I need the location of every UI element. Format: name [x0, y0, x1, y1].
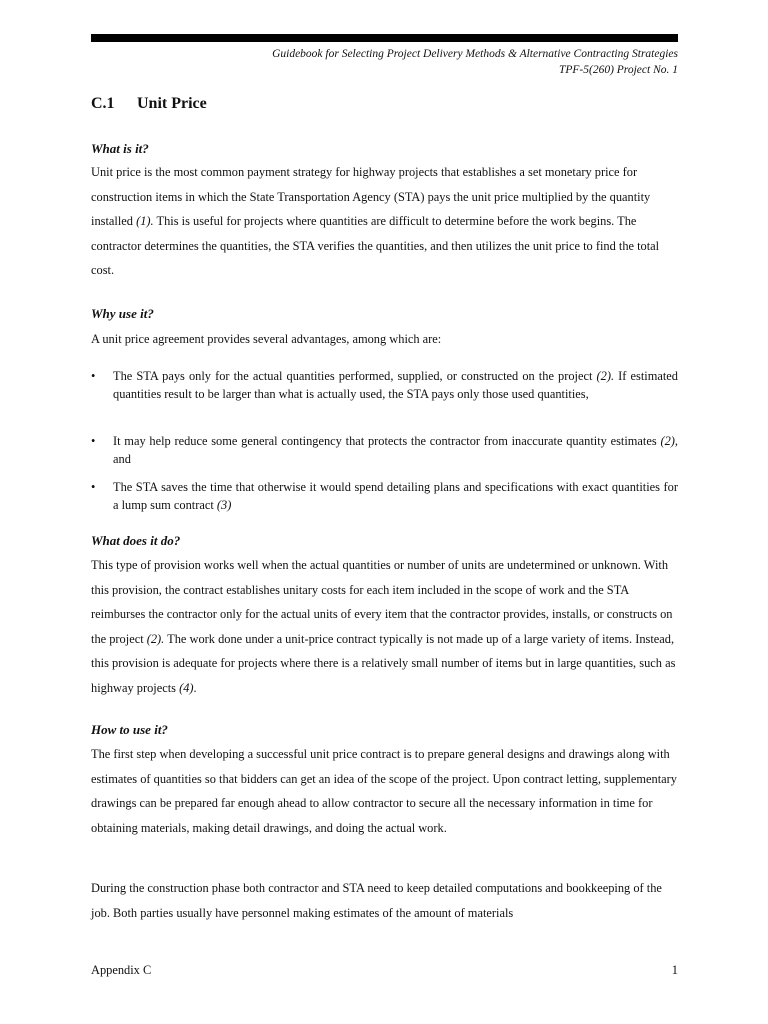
heading-what-is-it: What is it?	[91, 141, 149, 156]
section-title	[91, 94, 207, 114]
list-item	[91, 367, 678, 403]
bullet-icon: •	[91, 480, 96, 494]
paragraph-what-does-it-do	[91, 553, 678, 700]
list-item	[91, 478, 678, 514]
text-span: It may help reduce some general contingency that protects the contractor from inaccurate quantity estimates	[113, 434, 661, 448]
text-span: This type of provision works well when the actual quantities or number of units are undetermined or unknown. With this provision, the contract establishes unitary costs for each item included in the scope of work and the STA reimburses the contractor only for the actual units of every item that the contractor provides, installs, or constructs on the project	[91, 558, 673, 646]
text-span: If estimated quantities result to be larger than what is actually used, the STA pays only those used quantities,	[113, 369, 678, 401]
citation: (4)	[179, 680, 194, 695]
citation: (3)	[216, 498, 232, 512]
text-span: Unit price is the most common payment strategy for highway projects that establishes a set monetary price for construction items in which the State Transportation Agency (STA) pays the unit price multiplied by the quantity installed	[91, 165, 651, 228]
text-span: The work done under a unit-price contract typically is not made up of a large variety of items. Instead, this provision is adequate for projects where there is a relatively small number of items but in large quantities, such as highway projects	[91, 631, 676, 695]
heading-how-to-use-it: How to use it?	[91, 722, 168, 737]
text-span: The STA pays only for the actual quantities performed, supplied, or constructed on the project	[113, 369, 597, 383]
running-header-title: Guidebook for Selecting Project Delivery Methods & Alternative Contracting Strategies	[272, 48, 678, 60]
document-page	[91, 0, 678, 1024]
header-rule	[91, 34, 678, 42]
section-number: C.1	[91, 95, 115, 112]
text-span: This is useful for projects where quantities are difficult to determine before the work begins. The contractor determines the quantities, the STA verifies the quantities, and then utilizes the unit price to find the total cost.	[91, 214, 660, 277]
list-item	[91, 432, 678, 468]
paragraph-why-intro: A unit price agreement provides several advantages, among which are:	[91, 332, 442, 346]
page-number: 1	[671, 963, 678, 977]
bullet-icon: •	[91, 434, 96, 448]
citation: (2).	[596, 369, 615, 383]
heading-why-use-it: Why use it?	[91, 306, 154, 321]
bullet-icon: •	[91, 369, 96, 383]
text-span: The STA saves the time that otherwise it would spend detailing plans and specifications with exact quantities for a lump sum contract	[113, 480, 678, 512]
running-header-project: TPF-5(260) Project No. 1	[558, 64, 678, 76]
citation: (1).	[136, 214, 154, 228]
text-span: , and	[113, 434, 678, 466]
heading-what-does-it-do: What does it do?	[91, 533, 181, 548]
citation: (2)	[660, 434, 675, 448]
text-span: .	[193, 680, 197, 695]
paragraph-how-to-use-1: The first step when developing a successful unit price contract is to prepare general designs and drawings along with estimates of quantities so that bidders can get an idea of the scope of the project. Upon contract letting, supplementary drawings can be prepared far enough ahead to allow contractor to secure all the necessary information in time for obtaining materials, making detail drawings, and doing the actual work.	[91, 747, 677, 835]
section-title-text: Unit Price	[137, 95, 207, 112]
paragraph-what-is-it	[91, 160, 678, 283]
paragraph-how-to-use-2: During the construction phase both contractor and STA need to keep detailed computations and bookkeeping of the job. Both parties usually have personnel making estimates of the amount of materials	[91, 881, 662, 920]
citation: (2).	[146, 631, 165, 646]
footer-appendix: Appendix C	[91, 963, 152, 977]
